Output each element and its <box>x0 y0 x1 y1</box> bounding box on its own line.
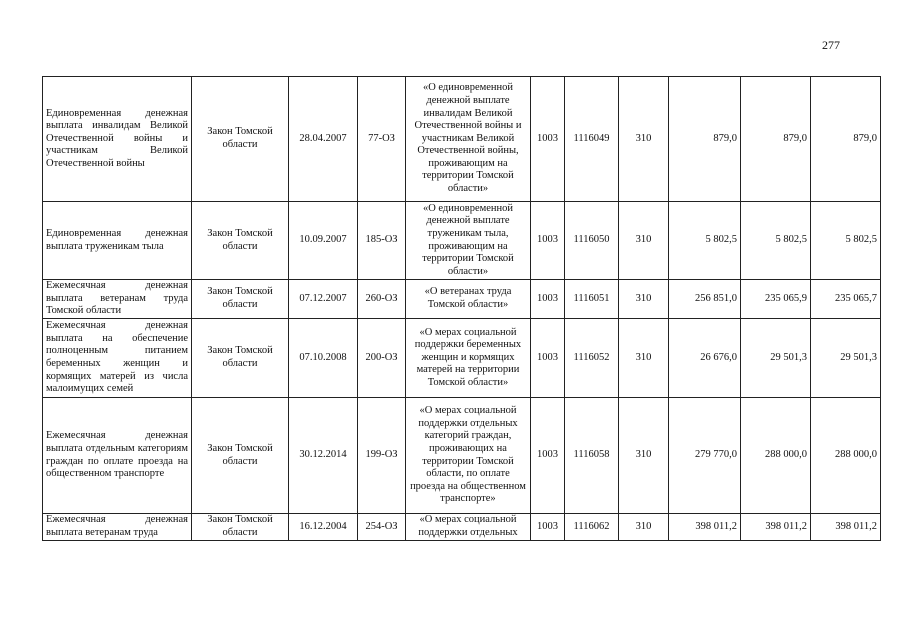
section-code-cell: 1003 <box>531 77 565 202</box>
law-date-cell: 07.10.2008 <box>289 319 358 398</box>
target-code-cell: 1116051 <box>565 280 619 319</box>
value-2-cell: 398 011,2 <box>741 514 811 541</box>
value-1-cell: 26 676,0 <box>669 319 741 398</box>
table-row <box>43 514 881 541</box>
section-code-cell: 1003 <box>531 319 565 398</box>
value-2-cell: 879,0 <box>741 77 811 202</box>
value-1-cell: 398 011,2 <box>669 514 741 541</box>
program-name-cell: Ежемесячная денежная выплата ветеранам труда Томской области <box>43 280 192 319</box>
law-type-cell: Закон Томской области <box>192 398 289 514</box>
program-name-cell: Ежемесячная денежная выплата отдельным категориям граждан по оплате проезда на общественном транспорте <box>43 398 192 514</box>
target-code-cell: 1116062 <box>565 514 619 541</box>
section-code-cell: 1003 <box>531 514 565 541</box>
law-date-cell: 28.04.2007 <box>289 77 358 202</box>
law-date-cell: 16.12.2004 <box>289 514 358 541</box>
section-code-cell: 1003 <box>531 202 565 280</box>
value-3-cell: 5 802,5 <box>811 202 881 280</box>
value-1-cell: 279 770,0 <box>669 398 741 514</box>
law-date-cell: 10.09.2007 <box>289 202 358 280</box>
law-number-cell: 260-ОЗ <box>358 280 406 319</box>
target-code-cell: 1116058 <box>565 398 619 514</box>
law-number-cell: 199-ОЗ <box>358 398 406 514</box>
law-title-cell: «О ветеранах труда Томской области» <box>406 280 531 319</box>
value-3-cell: 235 065,7 <box>811 280 881 319</box>
value-2-cell: 288 000,0 <box>741 398 811 514</box>
expense-type-cell: 310 <box>619 398 669 514</box>
expense-type-cell: 310 <box>619 202 669 280</box>
expense-type-cell: 310 <box>619 280 669 319</box>
table-row <box>43 77 881 202</box>
law-type-cell: Закон Томской области <box>192 319 289 398</box>
table-row <box>43 280 881 319</box>
law-title-cell: «О единовременной денежной выплате труженикам тыла, проживающим на территории Томской области» <box>406 202 531 280</box>
program-name-cell: Единовременная денежная выплата инвалидам Великой Отечественной войны и участникам Великой Отечественной войны <box>43 77 192 202</box>
law-number-cell: 254-ОЗ <box>358 514 406 541</box>
table-row <box>43 319 881 398</box>
table-row <box>43 398 881 514</box>
program-name-cell: Единовременная денежная выплата труженикам тыла <box>43 202 192 280</box>
target-code-cell: 1116049 <box>565 77 619 202</box>
law-type-cell: Закон Томской области <box>192 280 289 319</box>
expense-type-cell: 310 <box>619 319 669 398</box>
value-2-cell: 235 065,9 <box>741 280 811 319</box>
table-row <box>43 202 881 280</box>
value-3-cell: 29 501,3 <box>811 319 881 398</box>
law-type-cell: Закон Томской области <box>192 202 289 280</box>
law-number-cell: 185-ОЗ <box>358 202 406 280</box>
law-title-cell: «О мерах социальной поддержки отдельных <box>406 514 531 541</box>
law-type-cell: Закон Томской области <box>192 77 289 202</box>
law-title-cell: «О мерах социальной поддержки беременных женщин и кормящих матерей на территории Томской области» <box>406 319 531 398</box>
law-title-cell: «О мерах социальной поддержки отдельных категорий граждан, проживающих на территории Томской области, по оплате проезда на общественном транспорте» <box>406 398 531 514</box>
value-1-cell: 256 851,0 <box>669 280 741 319</box>
law-date-cell: 30.12.2014 <box>289 398 358 514</box>
section-code-cell: 1003 <box>531 398 565 514</box>
value-3-cell: 398 011,2 <box>811 514 881 541</box>
value-2-cell: 29 501,3 <box>741 319 811 398</box>
law-number-cell: 77-ОЗ <box>358 77 406 202</box>
law-date-cell: 07.12.2007 <box>289 280 358 319</box>
value-2-cell: 5 802,5 <box>741 202 811 280</box>
law-type-cell: Закон Томской области <box>192 514 289 541</box>
expense-type-cell: 310 <box>619 514 669 541</box>
section-code-cell: 1003 <box>531 280 565 319</box>
value-3-cell: 879,0 <box>811 77 881 202</box>
budget-table <box>42 76 881 541</box>
program-name-cell: Ежемесячная денежная выплата на обеспечение полноценным питанием беременных женщин и кормящих матерей из числа малоимущих семей <box>43 319 192 398</box>
law-title-cell: «О единовременной денежной выплате инвалидам Великой Отечественной войны и участникам Великой Отечественной войны, проживающим на территории Томской области» <box>406 77 531 202</box>
value-1-cell: 5 802,5 <box>669 202 741 280</box>
value-3-cell: 288 000,0 <box>811 398 881 514</box>
target-code-cell: 1116052 <box>565 319 619 398</box>
expense-type-cell: 310 <box>619 77 669 202</box>
law-number-cell: 200-ОЗ <box>358 319 406 398</box>
program-name-cell: Ежемесячная денежная выплата ветеранам труда <box>43 514 192 541</box>
value-1-cell: 879,0 <box>669 77 741 202</box>
page-number: 277 <box>822 38 840 52</box>
target-code-cell: 1116050 <box>565 202 619 280</box>
